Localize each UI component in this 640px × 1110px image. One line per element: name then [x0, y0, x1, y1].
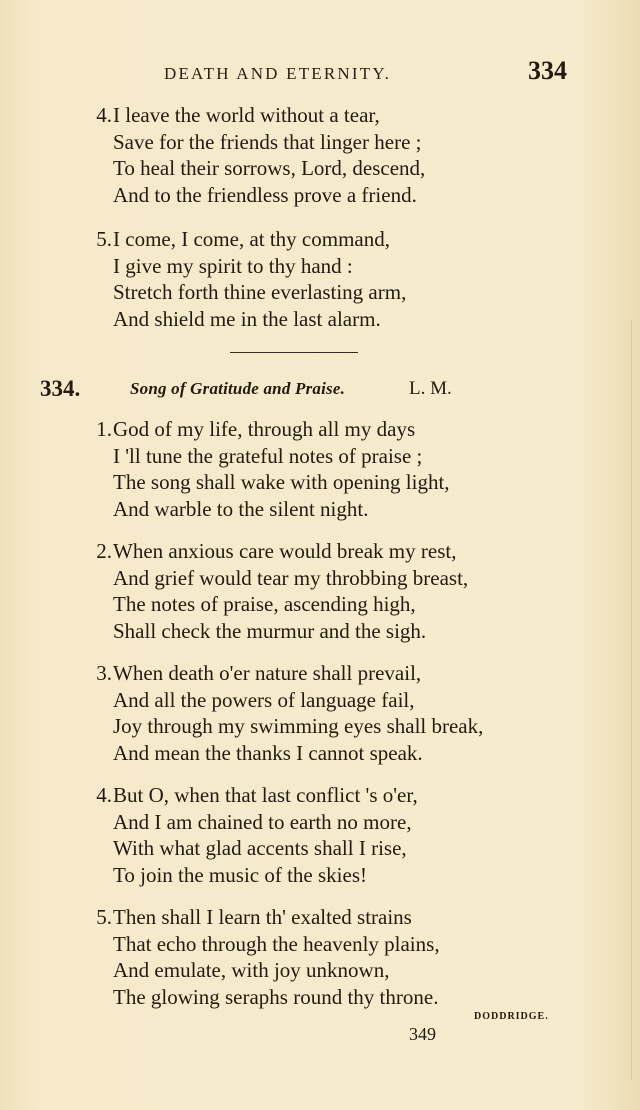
verse-line: I give my spirit to thy hand : [113, 253, 353, 278]
hymn-author: DODDRIDGE. [474, 1011, 549, 1022]
hymn-stanza-3 [80, 660, 550, 766]
verse-line: Joy through my swimming eyes shall break, [113, 714, 484, 738]
verse-line: When death o'er nature shall prevail, [113, 661, 422, 685]
verse-line: And I am chained to earth no more, [113, 809, 412, 834]
previous-hymn-stanza-4 [80, 102, 550, 208]
verse-line: I 'll tune the grateful notes of praise ; [113, 443, 423, 468]
page-number: 334 [528, 56, 567, 85]
verse-line: But O, when that last conflict 's o'er, [113, 783, 418, 807]
section-divider [230, 352, 358, 353]
verse-line: When anxious care would break my rest, [113, 539, 457, 563]
verse-line: The notes of praise, ascending high, [113, 592, 416, 616]
verse-line: And shield me in the last alarm. [113, 306, 381, 331]
stanza-number: 5. [96, 227, 112, 251]
running-head: DEATH AND ETERNITY. [164, 64, 392, 83]
hymn-stanza-5 [80, 904, 550, 1010]
hymn-stanza-4 [80, 782, 550, 888]
previous-hymn-stanza-5 [80, 226, 550, 332]
stanza-number: 4. [96, 783, 112, 807]
stanza-number: 2. [96, 539, 112, 563]
verse-line: To heal their sorrows, Lord, descend, [113, 156, 426, 180]
verse-line: And warble to the silent night. [113, 496, 369, 521]
verse-line: With what glad accents shall I rise, [113, 836, 407, 860]
verse-line: The song shall wake with opening light, [113, 470, 450, 494]
verse-line: Stretch forth thine everlasting arm, [113, 280, 407, 304]
verse-line: God of my life, through all my days [113, 417, 416, 441]
hymn-title: Song of Gratitude and Praise. [130, 379, 346, 398]
hymn-number: 334. [40, 376, 81, 401]
page-header [0, 56, 640, 90]
verse-line: To join the music of the skies! [113, 862, 367, 887]
verse-line: I come, I come, at thy command, [113, 227, 390, 251]
verse-line: That echo through the heavenly plains, [113, 931, 440, 956]
hymn-heading [40, 376, 600, 406]
stanza-number: 1. [96, 417, 112, 441]
hymn-stanza-2 [80, 538, 550, 644]
verse-line: The glowing seraphs round thy throne. [113, 984, 439, 1009]
verse-line: Save for the friends that linger here ; [113, 129, 422, 154]
verse-line: Then shall I learn th' exalted strains [113, 905, 412, 929]
stanza-number: 5. [96, 905, 112, 929]
verse-line: And all the powers of language fail, [113, 687, 415, 712]
hymn-stanza-1 [80, 416, 550, 522]
verse-line: And grief would tear my throbbing breast, [113, 565, 469, 590]
verse-line: And emulate, with joy unknown, [113, 958, 390, 982]
verse-line: And to the friendless prove a friend. [113, 182, 417, 207]
verse-line: I leave the world without a tear, [113, 103, 380, 127]
page-edge-shadow [631, 320, 632, 1080]
signature-mark: 349 [409, 1024, 436, 1044]
verse-line: And mean the thanks I cannot speak. [113, 740, 423, 765]
stanza-number: 4. [96, 103, 112, 127]
stanza-number: 3. [96, 661, 112, 685]
verse-line: Shall check the murmur and the sigh. [113, 618, 427, 643]
hymn-meter: L. M. [409, 378, 452, 399]
